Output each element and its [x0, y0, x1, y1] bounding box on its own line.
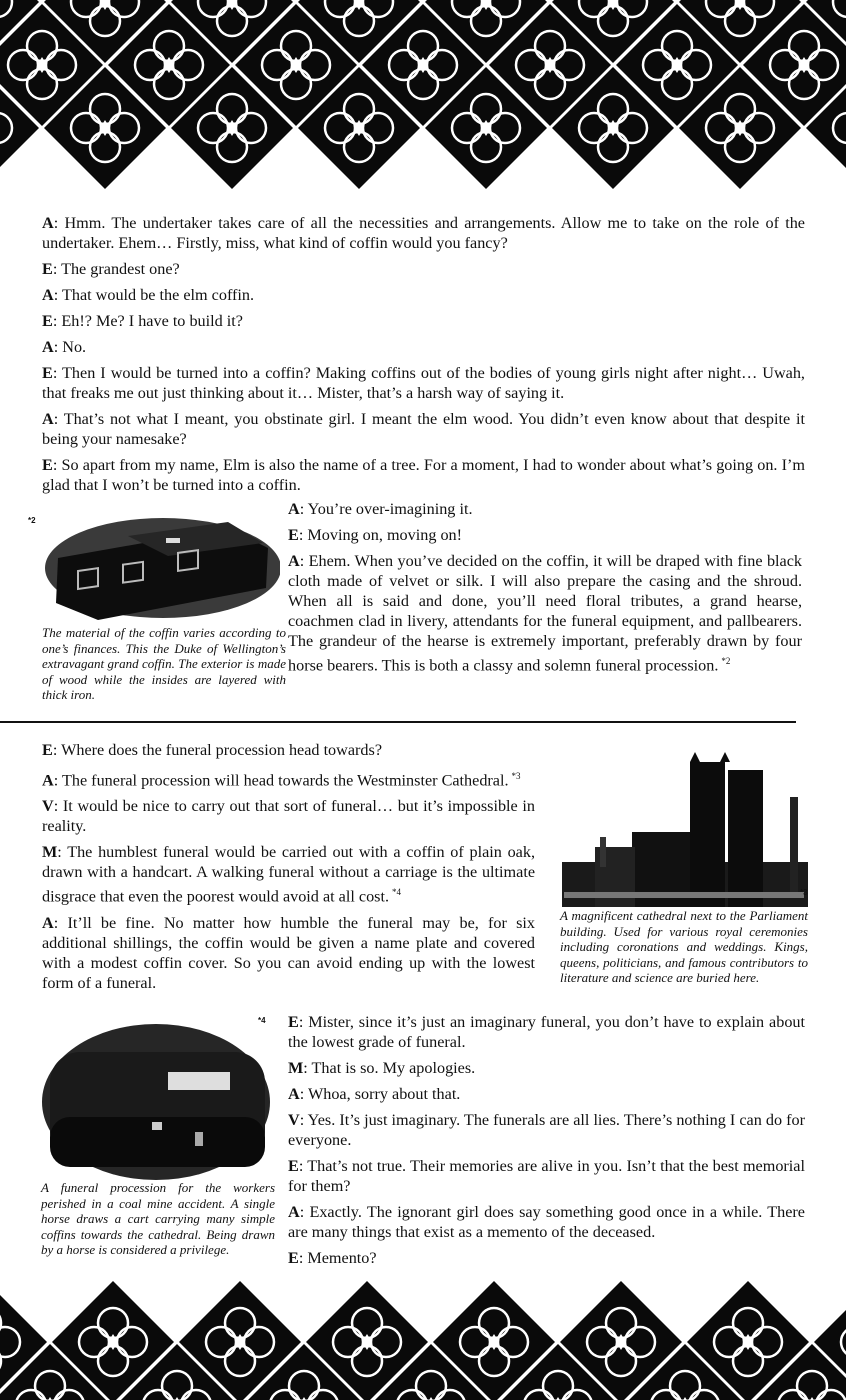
dialogue-text: Yes. It’s just imaginary. The funerals are all lies. There’s nothing I can do for everyone.	[288, 1111, 805, 1149]
dialogue-text: Moving on, moving on!	[307, 526, 463, 544]
coffin-illustration	[28, 508, 280, 624]
dialogue-section-4	[288, 1012, 805, 1274]
dialogue-line	[42, 842, 535, 906]
dialogue-text: That’s not true. Their memories are alive in you. Isn’t that the best memorial for them?	[288, 1157, 805, 1195]
dialogue-line	[42, 363, 805, 403]
speaker-label: A	[42, 913, 54, 932]
figure-caption: The material of the coffin varies according to one’s finances. This the Duke of Wellington’s extravagant grand coffin. The exterior is made of wood while the insides are layered with thick iron.	[42, 625, 286, 703]
speaker-separator: :	[303, 1059, 312, 1077]
speaker-separator: :	[53, 410, 64, 428]
dialogue-line	[42, 740, 535, 760]
speaker-label: A	[288, 552, 300, 570]
dialogue-line	[42, 311, 805, 331]
dialogue-line	[42, 337, 805, 357]
ornamental-border-top	[0, 0, 846, 200]
speaker-label: A	[42, 771, 54, 790]
speaker-label: E	[288, 1157, 299, 1175]
speaker-label: A	[42, 410, 54, 428]
speaker-separator: :	[52, 260, 62, 278]
figure-mark: *3	[800, 888, 808, 897]
speaker-label: A	[42, 214, 54, 232]
dialogue-text: It would be nice to carry out that sort of funeral… but it’s impossible in reality.	[42, 797, 535, 836]
dialogue-line	[42, 455, 805, 495]
speaker-separator: :	[53, 771, 62, 790]
dialogue-section-3	[42, 740, 535, 999]
speaker-separator: :	[52, 364, 63, 382]
speaker-label: E	[42, 456, 53, 474]
speaker-separator: :	[299, 1085, 308, 1103]
dialogue-section-1	[42, 213, 805, 501]
dialogue-line	[288, 1012, 805, 1052]
dialogue-text: It’ll be fine. No matter how humble the funeral may be, for six additional shillings, the coffin would be given a name plate and covered with a modest coffin cover. So you can avoid ending up with the lowest form of a funeral.	[42, 913, 536, 992]
dialogue-line	[42, 213, 805, 253]
dialogue-line	[42, 409, 805, 449]
speaker-label: A	[42, 338, 54, 356]
dialogue-text: Hmm. The undertaker takes care of all the necessities and arrangements. Allow me to take on the role of the undertaker. Ehem… Firstly, miss, what kind of coffin would you fancy?	[42, 214, 805, 252]
speaker-separator: :	[52, 456, 62, 474]
speaker-separator: :	[299, 500, 308, 518]
speaker-label: A	[288, 500, 300, 518]
speaker-label: M	[42, 843, 58, 862]
dialogue-text: The funeral procession will head towards the Westminster Cathedral.	[61, 771, 509, 790]
dialogue-line	[288, 1248, 805, 1268]
speaker-label: E	[288, 526, 299, 544]
dialogue-text: You’re over-imagining it.	[307, 500, 473, 518]
speaker-label: A	[288, 1085, 300, 1103]
speaker-separator: :	[53, 797, 63, 816]
dialogue-line	[288, 1156, 805, 1196]
speaker-label: E	[42, 741, 53, 759]
speaker-separator: :	[298, 1013, 309, 1031]
speaker-label: E	[42, 260, 53, 278]
speaker-separator: :	[53, 338, 63, 356]
section-divider	[0, 721, 796, 723]
ornamental-border-bottom	[0, 1270, 846, 1400]
dialogue-text: That is so. My apologies.	[311, 1059, 476, 1077]
speaker-separator: :	[299, 552, 309, 570]
speaker-separator: :	[298, 526, 308, 544]
speaker-separator: :	[52, 741, 62, 759]
dialogue-text: Mister, since it’s just an imaginary funeral, you don’t have to explain about the lowest grade of funeral.	[288, 1013, 805, 1051]
footnote-marker: *2	[721, 656, 731, 666]
dialogue-line	[42, 285, 805, 305]
dialogue-line	[288, 1084, 805, 1104]
speaker-separator: :	[53, 214, 65, 232]
dialogue-text: No.	[62, 338, 87, 356]
speaker-label: E	[42, 312, 53, 330]
figure-caption: A magnificent cathedral next to the Parliament building. Used for various royal ceremonies including coronations and weddings. Kings, queens, politicians, and famous contributors to literature and science are buried here.	[560, 908, 808, 986]
dialogue-line	[42, 796, 535, 836]
dialogue-text: That’s not what I meant, you obstinate girl. I meant the elm wood. You didn’t even know about that despite it being your namesake?	[42, 410, 805, 448]
dialogue-text: Whoa, sorry about that.	[307, 1085, 461, 1103]
speaker-label: A	[42, 286, 54, 304]
speaker-separator: :	[299, 1203, 310, 1221]
speaker-separator: :	[52, 312, 62, 330]
speaker-label: V	[42, 797, 54, 816]
figure-mark: *4	[258, 1016, 266, 1025]
footnote-marker: *4	[392, 887, 402, 898]
dialogue-line	[288, 1058, 805, 1078]
dialogue-text: The grandest one?	[61, 260, 180, 278]
dialogue-text: That would be the elm coffin.	[61, 286, 255, 304]
dialogue-line	[42, 766, 535, 790]
speaker-separator: :	[53, 913, 68, 932]
dialogue-text: Memento?	[307, 1249, 377, 1267]
speaker-label: E	[288, 1013, 299, 1031]
speaker-label: A	[288, 1203, 300, 1221]
dialogue-line	[288, 525, 802, 545]
speaker-label: V	[288, 1111, 300, 1129]
dialogue-line	[288, 1202, 805, 1242]
figure-mark: *2	[28, 516, 36, 525]
dialogue-text: The humblest funeral would be carried out with a coffin of plain oak, drawn with a handcart. A walking funeral without a carriage is the ultimate disgrace that even the poorest would avoid at all cost.	[42, 843, 535, 906]
procession-illustration	[40, 1022, 272, 1184]
dialogue-text: Where does the funeral procession head towards?	[61, 741, 382, 759]
speaker-label: E	[288, 1249, 299, 1267]
speaker-separator: :	[298, 1157, 308, 1175]
dialogue-line	[42, 259, 805, 279]
speaker-label: E	[42, 364, 53, 382]
speaker-separator: :	[299, 1111, 308, 1129]
dialogue-line	[288, 499, 802, 519]
dialogue-section-2	[288, 499, 802, 681]
dialogue-line	[42, 913, 535, 993]
dialogue-text: Eh!? Me? I have to build it?	[61, 312, 243, 330]
dialogue-text: Ehem. When you’ve decided on the coffin, it will be draped with fine black cloth made of velvet or silk. I will also prepare the casing and the shroud. When all is said and done, you’ll need floral tributes, a grand hearse, coachmen clad in livery, attendants for the funeral equipment, and pallbearers. The grandeur of the hearse is extremely important, preferably drawn by four horse bearers. This is both a classy and solemn funeral procession.	[288, 552, 802, 675]
speaker-separator: :	[57, 843, 68, 862]
dialogue-text: So apart from my name, Elm is also the name of a tree. For a moment, I had to wonder about what’s going on. I’m glad that I won’t be turned into a coffin.	[42, 456, 805, 494]
dialogue-text: Exactly. The ignorant girl does say something good once in a while. There are many things that exist as a memento of the deceased.	[288, 1203, 805, 1241]
cathedral-illustration	[560, 752, 810, 907]
footnote-marker: *3	[511, 771, 521, 781]
dialogue-line	[288, 1110, 805, 1150]
dialogue-text: Then I would be turned into a coffin? Making coffins out of the bodies of young girls night after night… Uwah, that freaks me out just thinking about it… Mister, that’s a harsh way of saying it.	[42, 364, 805, 402]
figure-caption: A funeral procession for the workers perished in a coal mine accident. A single horse draws a cart carrying many simple coffins towards the cathedral. Being drawn by a horse is considered a privilege.	[41, 1180, 275, 1258]
speaker-separator: :	[53, 286, 62, 304]
speaker-label: M	[288, 1059, 304, 1077]
speaker-separator: :	[298, 1249, 308, 1267]
dialogue-line	[288, 551, 802, 675]
